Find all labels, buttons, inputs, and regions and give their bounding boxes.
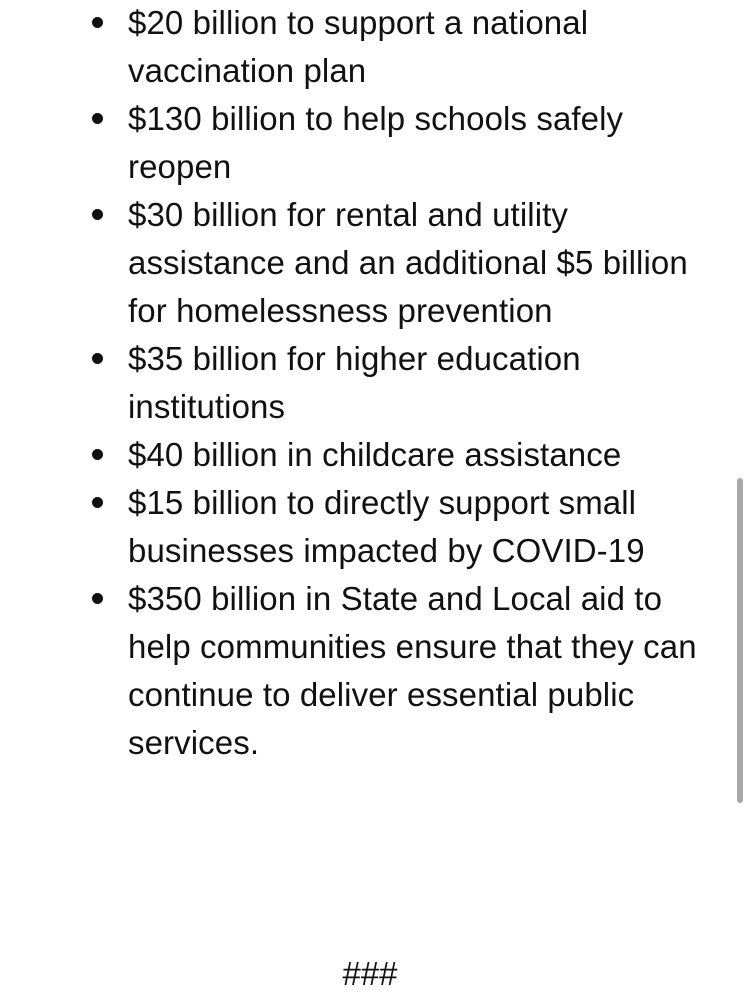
bullet-icon [92,593,103,604]
list-item [0,575,750,767]
list-item-text: $350 billion in State and Local aid to help communities ensure that they can continue to deliver essential public services. [128,580,697,761]
list-item-text: $40 billion in childcare assistance [128,436,622,473]
end-mark: ### [342,955,398,992]
bullet-icon [92,17,103,28]
list-item [0,335,750,431]
bullet-icon [92,353,103,364]
list-item [0,479,750,575]
list-item [0,431,750,479]
list-item-text: $30 billion for rental and utility assistance and an additional $5 billion for homelessness prevention [128,196,688,329]
list-item [0,95,750,191]
scrollbar-thumb[interactable] [737,478,743,803]
bullet-icon [92,449,103,460]
list-item-text: $15 billion to directly support small businesses impacted by COVID-19 [128,484,645,569]
list-item-text: $20 billion to support a national vaccination plan [128,4,589,89]
list-item [0,191,750,335]
list-item-text: $130 billion to help schools safely reopen [128,100,624,185]
bullet-icon [92,209,103,220]
bullet-icon [92,113,103,124]
list-item [0,0,750,95]
bullet-icon [92,497,103,508]
list-item-text: $35 billion for higher education institutions [128,340,581,425]
